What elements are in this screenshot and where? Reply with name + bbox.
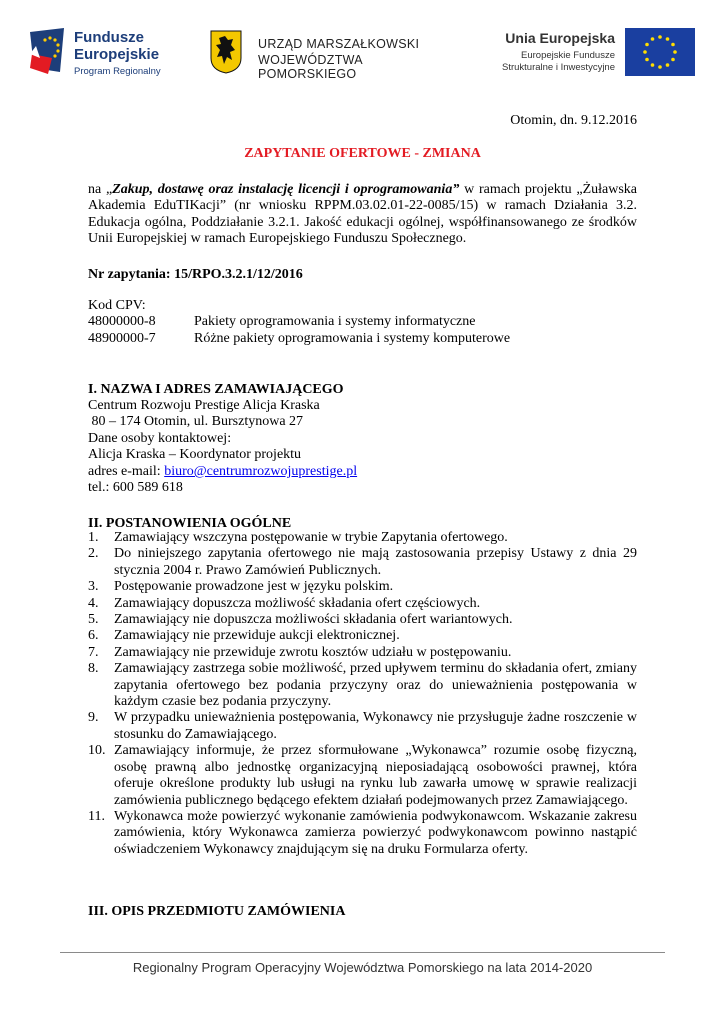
- phone-number: tel.: 600 589 618: [88, 480, 183, 495]
- cpv-label: Kod CPV:: [88, 298, 146, 313]
- eu-star-icon: [645, 58, 649, 62]
- list-item-text: Zamawiający wszczyna postępowanie w trybie Zapytania ofertowego.: [114, 530, 508, 545]
- list-item: [88, 661, 637, 710]
- email-link[interactable]: biuro@centrumrozwojuprestige.pl: [164, 464, 358, 479]
- list-item: [88, 579, 637, 595]
- list-item: [88, 530, 637, 546]
- document-date: Otomin, dn. 9.12.2016: [510, 113, 637, 128]
- cpv-description: Pakiety oprogramowania i systemy informatyczne: [194, 314, 476, 329]
- email-line: [88, 464, 357, 480]
- list-item-text: Zamawiający zastrzega sobie możliwość, przed upływem terminu do składania ofert, zmiany zapytania ofertowego bez podania przyczyny oraz do unieważnienia postępowania w każdym czasie bez podania przyczyny.: [114, 661, 637, 710]
- list-item-number: 3.: [88, 579, 99, 595]
- contact-person: Alicja Kraska – Koordynator projektu: [88, 447, 302, 462]
- list-item: [88, 628, 637, 644]
- fundusze-europejskie-icon: [30, 28, 68, 76]
- list-item-text: Zamawiający nie przewiduje aukcji elektronicznej.: [114, 628, 400, 644]
- eu-star-icon: [645, 43, 649, 47]
- eu-star-icon: [651, 37, 655, 41]
- fe-logo-line2: Europejskie: [74, 46, 160, 63]
- organization-name: Centrum Rozwoju Prestige Alicja Kraska: [88, 398, 320, 413]
- cpv-code: 48900000-7: [88, 331, 156, 346]
- section1-title: I. NAZWA I ADRES ZAMAWIAJĄCEGO: [88, 382, 344, 397]
- eu-star-icon: [643, 50, 647, 54]
- ue-logo-line3: Strukturalne i Inwestycyjne: [502, 62, 615, 73]
- list-item-text: Zamawiający informuje, że przez sformułowane „Wykonawca” rozumie osobę fizyczną, osobę prawną albo jednostkę organizacyjną nieposiadającą osobowości prawnej, która oferuje określone produkty lub usługi na rynku lub zawarła umowę w sprawie realizacji zamówienia publicznego będącego efektem działań podejmowanych przez Zamawiającego.: [114, 743, 637, 808]
- intro-rest: w ramach projektu „Żuławska Akademia EduTIKacji” (nr wniosku RPPM.03.02.01-22-0085/15) w ramach Działania 3.2. Edukacja ogólna, Poddziałanie 3.2.1. Jakość edukacji ogólnej, współfinansowanego ze środków Unii Europejskiej w ramach Europejskiego Funduszu Społecznego.: [88, 182, 637, 247]
- list-item-number: 4.: [88, 595, 99, 611]
- unia-europejska-logo: [485, 28, 695, 80]
- eu-star-icon: [658, 35, 662, 39]
- intro-paragraph: [88, 182, 637, 248]
- eu-star-icon: [666, 63, 670, 67]
- eu-star-icon: [673, 50, 677, 54]
- eu-star-icon: [658, 65, 662, 69]
- list-item: [88, 596, 637, 612]
- list-item-text: Zamawiający dopuszcza możliwość składania ofert częściowych.: [114, 595, 481, 611]
- list-item-number: 1.: [88, 530, 99, 545]
- list-item-text: Postępowanie prowadzone jest w języku polskim.: [114, 579, 394, 595]
- eu-star-icon: [666, 37, 670, 41]
- list-item-number: 11.: [88, 808, 105, 824]
- um-logo-line1: URZĄD MARSZAŁKOWSKI: [258, 37, 420, 51]
- contact-label: Dane osoby kontaktowej:: [88, 431, 232, 446]
- list-item-number: 8.: [88, 661, 99, 677]
- list-item-text: Zamawiający nie przewiduje zwrotu kosztów udziału w postępowaniu.: [114, 644, 512, 660]
- cpv-code: 48000000-8: [88, 314, 156, 329]
- footer-text: Regionalny Program Operacyjny Województwa Pomorskiego na lata 2014-2020: [132, 960, 593, 975]
- email-label: adres e-mail:: [88, 464, 165, 479]
- list-item: [88, 612, 637, 628]
- list-item-number: 9.: [88, 710, 99, 726]
- general-provisions-list: [88, 530, 637, 858]
- cpv-description: Różne pakiety oprogramowania i systemy komputerowe: [194, 331, 511, 346]
- eu-star-icon: [671, 58, 675, 62]
- ue-logo-line1: Unia Europejska: [505, 30, 615, 46]
- list-item-text: Do niniejszego zapytania ofertowego nie mają zastosowania przepisy Ustawy z dnia 29 stycznia 2004 r. Prawo Zamówień Publicznych.: [114, 546, 637, 578]
- intro-prefix: na „: [88, 182, 113, 197]
- list-item-number: 10.: [88, 743, 106, 759]
- fe-logo-line3: Program Regionalny: [74, 66, 161, 77]
- section3-title: III. OPIS PRZEDMIOTU ZAMÓWIENIA: [88, 904, 346, 919]
- list-item: [88, 710, 637, 743]
- list-item: [88, 645, 637, 661]
- list-item-number: 2.: [88, 546, 99, 562]
- request-number: Nr zapytania: 15/RPO.3.2.1/12/2016: [88, 267, 303, 282]
- list-item-number: 5.: [88, 612, 99, 628]
- list-item: [88, 743, 637, 809]
- intro-subject: Zakup, dostawę oraz instalację licencji i oprogramowania”: [112, 182, 460, 197]
- list-item-number: 7.: [88, 644, 99, 660]
- um-logo-line2: WOJEWÓDZTWA POMORSKIEGO: [258, 53, 363, 81]
- list-item: [88, 809, 637, 858]
- list-item-text: W przypadku unieważnienia postępowania, Wykonawcy nie przysługuje żadne roszczenie w stosunku do Zamawiającego.: [114, 710, 637, 742]
- list-item-number: 6.: [88, 628, 99, 644]
- fundusze-europejskie-logo: [30, 28, 190, 82]
- ue-logo-line2: Europejskie Fundusze: [521, 50, 615, 61]
- list-item-text: Zamawiający nie dopuszcza możliwości składania ofert wariantowych.: [114, 612, 513, 628]
- list-item-text: Wykonawca może powierzyć wykonanie zamówienia podwykonawcom. Wskazanie zakresu zamówienia, który Wykonawca zamierza powierzyć podwykonawcom powinno nastąpić oświadczeniem Wykonawcy znajdującym się na druku Formularza oferty.: [114, 808, 637, 857]
- urzad-marszalkowski-logo: [210, 30, 460, 81]
- eu-flag-icon: [625, 28, 695, 76]
- document-title: ZAPYTANIE OFERTOWE - ZMIANA: [244, 146, 481, 161]
- organization-address: 80 – 174 Otomin, ul. Bursztynowa 27: [88, 414, 304, 429]
- eu-star-icon: [671, 43, 675, 47]
- griffin-crest-icon: [210, 30, 242, 74]
- eu-star-icon: [651, 63, 655, 67]
- fe-logo-line1: Fundusze: [74, 29, 144, 46]
- section2-title: II. POSTANOWIENIA OGÓLNE: [88, 516, 292, 531]
- list-item: [88, 546, 637, 579]
- footer-divider: [60, 952, 665, 953]
